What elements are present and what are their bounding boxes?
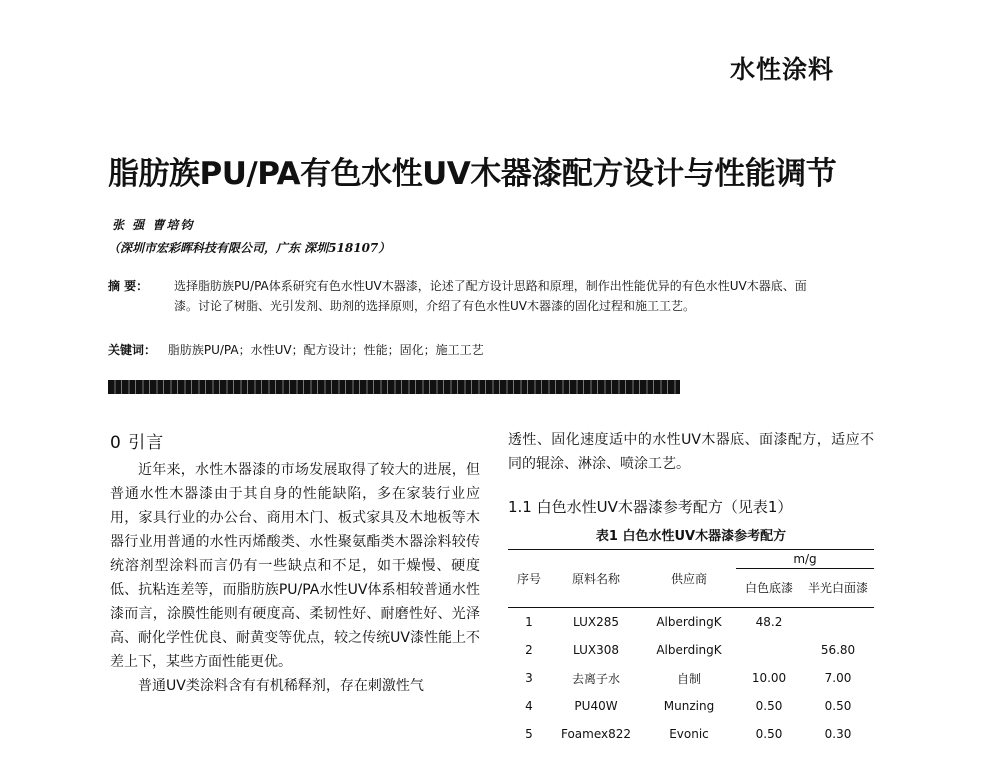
author-affiliation: （深圳市宏彩晖科技有限公司，广东 深圳518107） [108,241,391,255]
right-column [508,428,874,748]
cell-top: 7.00 [824,671,852,685]
cell-no: 2 [525,643,533,657]
cell-supplier: AlberdingK [656,643,722,657]
article-title: 脂肪族PU/PA有色水性UV木器漆配方设计与性能调节 [108,156,837,192]
cell-top: 0.30 [824,727,852,741]
abstract [108,276,808,316]
table-row [508,664,874,692]
formula-table [508,549,874,748]
cell-base: 48.2 [755,615,783,629]
cell-no: 3 [525,671,533,685]
abstract-text: 选择脂肪族PU/PA体系研究有色水性UV木器漆，论述了配方设计思路和原理，制作出性能优异的有色水性UV木器底、面漆。讨论了树脂、光引发剂、助剂的选择原则，介绍了有色水性UV木器漆的固化过程和施工工艺。 [174,279,807,313]
header-no: 序号 [508,550,550,608]
table-row [508,608,874,637]
abstract-label: 摘 要： [108,279,149,293]
cell-supplier: 自制 [676,671,701,686]
header-supplier: 供应商 [642,550,736,608]
cell-top: 56.80 [820,643,856,657]
cell-supplier: AlberdingK [656,615,722,629]
left-column [110,428,480,698]
header-semi-gloss: 半光白面漆 [802,569,874,608]
cell-no: 5 [525,727,533,741]
continued-paragraph: 透性、固化速度适中的水性UV木器底、面漆配方，适应不同的辊涂、淋涂、喷涂工艺。 [508,432,874,472]
section-heading-introduction: 0 引言 [110,433,165,453]
intro-paragraph-2: 普通UV类涂料含有有机稀释剂，存在刺激性气 [138,678,424,694]
cell-material: LUX308 [573,643,619,657]
cell-material: Foamex822 [560,727,632,741]
table-row [508,636,874,664]
cell-supplier: Evonic [669,727,709,741]
cell-top: 0.50 [824,699,852,713]
cell-no: 4 [525,699,533,713]
decorative-divider-bar [108,380,680,394]
cell-material: PU40W [574,699,618,713]
keywords-label: 关键词： [108,343,157,357]
intro-paragraph-1: 近年来，水性木器漆的市场发展取得了较大的进展，但普通水性木器漆由于其自身的性能缺陷，多在家装行业应用，家具行业的办公台、商用木门、板式家具及木地板等木器行业用普通的水性丙烯酸类、水性聚氨酯类木器涂料较传统溶剂型涂料而言仍有一些缺点和不足，如干燥慢、硬度低、抗粘连差等，而脂肪族PU/PA水性UV体系相较普通水性漆而言，涂膜性能则有硬度高、柔韧性好、耐磨性好、光泽高、耐化学性优良、耐黄变等优点，较之传统UV漆性能上不差上下，某些方面性能更优。 [110,462,480,670]
keywords [108,341,484,358]
cell-top [802,608,874,637]
cell-material: 去离子水 [571,671,620,686]
cell-base [736,636,802,664]
article-authors: 张 强 曹培钧 [112,218,195,232]
cell-material: LUX285 [573,615,619,629]
table-row [508,692,874,720]
cell-supplier: Munzing [663,699,715,713]
header-white-base: 白色底漆 [736,569,802,608]
section-heading-1-1: 1.1 白色水性UV木器漆参考配方（见表1） [508,498,793,516]
header-unit: m/g [736,550,874,569]
cell-base: 10.00 [751,671,787,685]
table-caption: 表1 白色水性UV木器漆参考配方 [595,529,787,544]
header-material: 原料名称 [550,550,642,608]
cell-no: 1 [525,615,533,629]
keywords-text: 脂肪族PU/PA；水性UV；配方设计；性能；固化；施工工艺 [167,343,484,357]
journal-section-label: 水性涂料 [730,55,835,84]
table-row [508,720,874,748]
cell-base: 0.50 [755,699,783,713]
cell-base: 0.50 [755,727,783,741]
